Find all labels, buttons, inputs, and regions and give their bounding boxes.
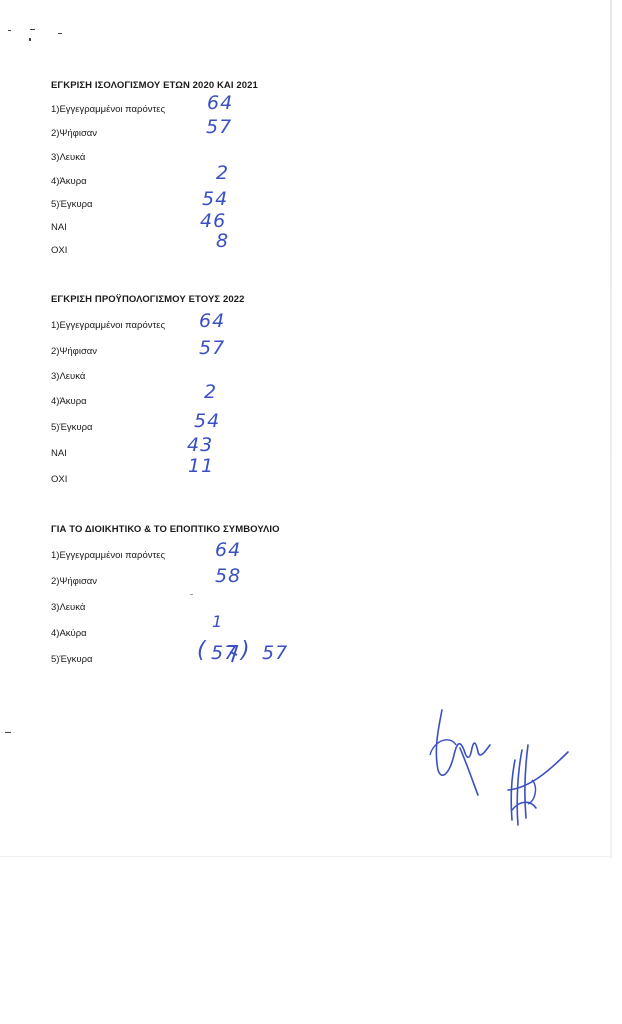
row-label-registered-present: 1)Εγγεγραμμένοι παρόντες <box>51 104 166 115</box>
handwritten-value: 64 <box>207 92 234 114</box>
handwritten-value: 2 <box>216 162 230 184</box>
scan-speck <box>29 38 31 41</box>
row-label-no: ΟΧΙ <box>51 245 68 256</box>
row-label-registered-present: 1)Εγγεγραμμένοι παρόντες <box>51 320 166 331</box>
handwritten-value: 11 <box>188 455 215 477</box>
row-label-invalid: 4)Άκυρα <box>51 176 87 187</box>
handwritten-value: 46 <box>200 210 227 232</box>
row-label-valid: 5)Έγκυρα <box>51 422 93 433</box>
handwritten-signatures <box>420 700 590 835</box>
row-label-yes: ΝΑΙ <box>51 448 67 459</box>
right-bracket: ) <box>241 638 251 663</box>
row-label-voted: 2)Ψήφισαν <box>51 576 98 587</box>
row-label-invalid: 4)Ακύρα <box>51 628 87 639</box>
handwritten-value: 64 <box>199 310 226 332</box>
row-label-no: ΟΧΙ <box>51 474 68 485</box>
scan-speck <box>8 30 11 31</box>
handwritten-value: 2 <box>204 381 218 403</box>
handwritten-value: 64 <box>215 539 242 561</box>
row-label-blank: 3)Λευκά <box>51 602 86 613</box>
overwrite-scribble <box>226 642 240 664</box>
scan-edge <box>610 0 612 858</box>
handwritten-value: 58 <box>215 565 242 587</box>
row-label-registered-present: 1)Εγγεγραμμένοι παρόντες <box>51 550 166 561</box>
handwritten-value: 8 <box>216 230 230 252</box>
handwritten-value: 57 <box>199 337 226 359</box>
struck-handwritten-value: 57 <box>211 642 238 664</box>
handwritten-value: 54 <box>202 188 229 210</box>
scan-speck <box>190 594 193 595</box>
handwritten-value: 1 <box>212 612 224 631</box>
scan-bottom-edge <box>0 856 612 857</box>
scan-speck <box>58 33 62 34</box>
row-label-valid: 5)Έγκυρα <box>51 654 93 665</box>
row-label-invalid: 4)Άκυρα <box>51 396 87 407</box>
row-label-yes: ΝΑΙ <box>51 222 67 233</box>
scan-speck <box>5 732 11 733</box>
row-label-blank: 3)Λευκά <box>51 152 86 163</box>
row-label-valid: 5)Έγκυρα <box>51 199 93 210</box>
row-label-voted: 2)Ψήφισαν <box>51 128 98 139</box>
corrected-handwritten-value: 57 <box>262 642 289 664</box>
section-title-boards: ΓΙΑ ΤΟ ΔΙΟΙΚΗΤΙΚΟ & ΤΟ ΕΠΟΠΤΙΚΟ ΣΥΜΒΟΥΛΙΟ <box>51 524 280 535</box>
left-bracket: ( <box>197 638 207 663</box>
section-title-budget: ΕΓΚΡΙΣΗ ΠΡΟΫΠΟΛΟΓΙΣΜΟΥ ΕΤΟΥΣ 2022 <box>51 294 245 305</box>
scan-speck <box>30 29 35 30</box>
section-title-balance-sheet: ΕΓΚΡΙΣΗ ΙΣΟΛΟΓΙΣΜΟΥ ΕΤΩΝ 2020 ΚΑΙ 2021 <box>51 80 258 91</box>
handwritten-value: 57 <box>206 116 233 138</box>
row-label-voted: 2)Ψήφισαν <box>51 346 98 357</box>
handwritten-value: 54 <box>194 410 221 432</box>
row-label-blank: 3)Λευκά <box>51 371 86 382</box>
handwritten-value: 43 <box>187 434 214 456</box>
